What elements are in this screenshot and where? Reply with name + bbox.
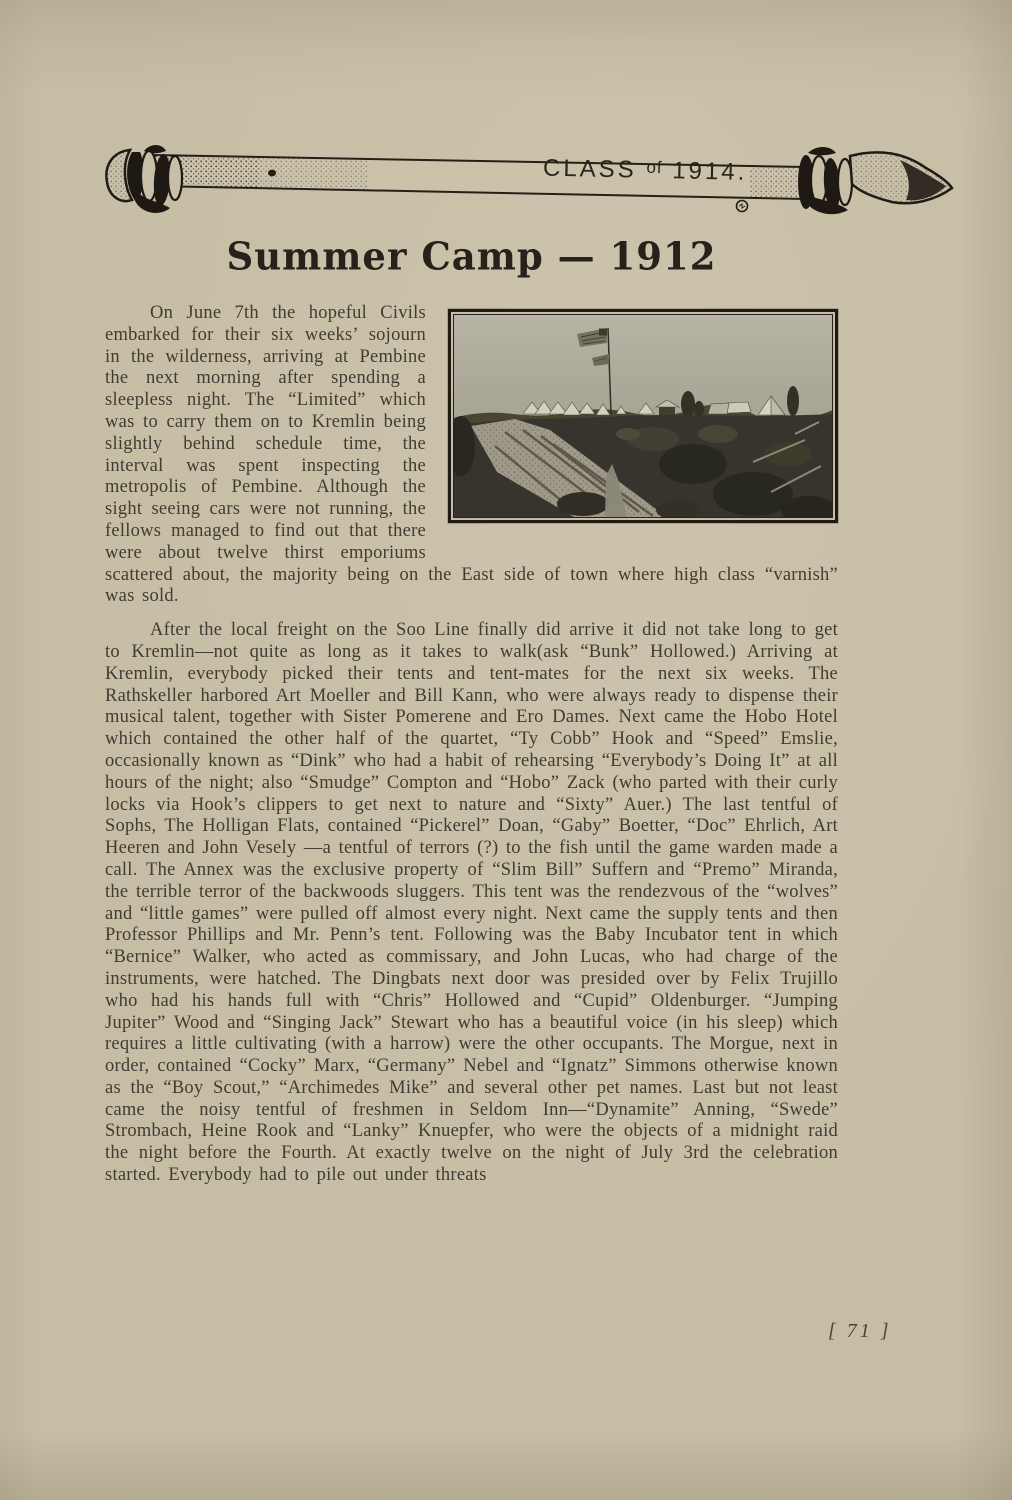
camp-photo-figure	[448, 309, 838, 523]
banner-right-knot	[798, 147, 952, 214]
page-number: [ 71 ]	[828, 1320, 892, 1342]
paragraph-2: After the local freight on the Soo Line finally did arrive it did not take long to get to Kremlin—not quite as long as it takes to walk(ask “Bunk” Hollowed.) Arriving at Kremlin, everybody picked their tents and tent-mates for the next six weeks. The Rathskeller harbored Art Moeller and Bill Kann, who were always ready to dispense their musical talent, together with Sister Pomerene and Ero Dames. Next came the Hobo Hotel which contained the other half of the quartet, “Ty Cobb” Hook and “Speed” Emslie, occasionally known as “Dink” who had a habit of rehearsing “Everybody’s Doing It” at all hours of the night; also “Smudge” Compton and “Hobo” Zack (who parted with their curly locks via Hook’s clippers to get next to nature and “Sixty” Auer.) The last tentful of Sophs, The Holligan Flats, contained “Pickerel” Doan, “Gaby” Boetter, “Doc” Ehrlich, Art Heeren and John Vesely —a tentful of terrors (?) to the fish until the game warden made a call. The Annex was the exclusive property of “Slim Bill” Suffern and “Premo” Miranda, the terrible terror of the backwoods sluggers. This tent was the rendezvous of the “wolves” and “little games” were pulled off almost every night. Next came the supply tents and then Professor Phillips and Mr. Penn’s tent. Following was the Baby Incubator tent in which “Bernice” Walker, who acted as commissary, and John Lucas, who had charge of the instruments, were hatched. The Dingbats next door was presided over by Felix Trujillo who had his hands full with “Chris” Hollowed and “Cupid” Oldenburger. “Jumping Jupiter” Wood and “Singing Jack” Stewart who has a beautiful voice (in his sleep) which requires a little cultivating (with a harrow) were the other occupants. The Morgue, next in order, contained “Cocky” Marx, “Germany” Nebel and “Ignatz” Simmons otherwise known as the “Boy Scout,” “Archimedes Mike” and several other pet names. Last but not least came the noisy tentful of freshmen in Seldom Inn—“Dynamite” Anning, “Swede” Strombach, Heine Rook and “Lanky” Knuepfer, who were the objects of a midnight raid the night before the Fourth. At exactly twelve on the night of July 3rd the celebration started. Everybody had to pile out under threats	[105, 620, 838, 1186]
banner-of-word: of	[646, 157, 663, 178]
banner-class-label	[543, 155, 774, 188]
artist-monogram	[737, 201, 748, 212]
scroll-banner-graphic	[100, 140, 958, 224]
banner-year: 1914.	[671, 157, 748, 186]
article	[105, 303, 838, 1187]
paragraph-1: On June 7th the hopeful Civils embarked for their six weeks’ sojourn in the wilderness, arriving at Pembine the next morning after spending a sleepless night. The “Limited” which was to carry them on to Kremlin being slightly behind schedule time, the interval was spent inspecting the metropolis of Pembine. Although the sight seeing cars were not running, the fellows managed to find out that there were about twelve thirst emporiums scattered about, the majority being on the East side of town where high class “varnish” was sold.	[105, 303, 838, 607]
banner-class-word: CLASS	[542, 154, 638, 184]
page-title: Summer Camp — 1912	[226, 233, 717, 279]
scroll-banner	[100, 140, 958, 224]
camp-photo	[453, 314, 833, 518]
